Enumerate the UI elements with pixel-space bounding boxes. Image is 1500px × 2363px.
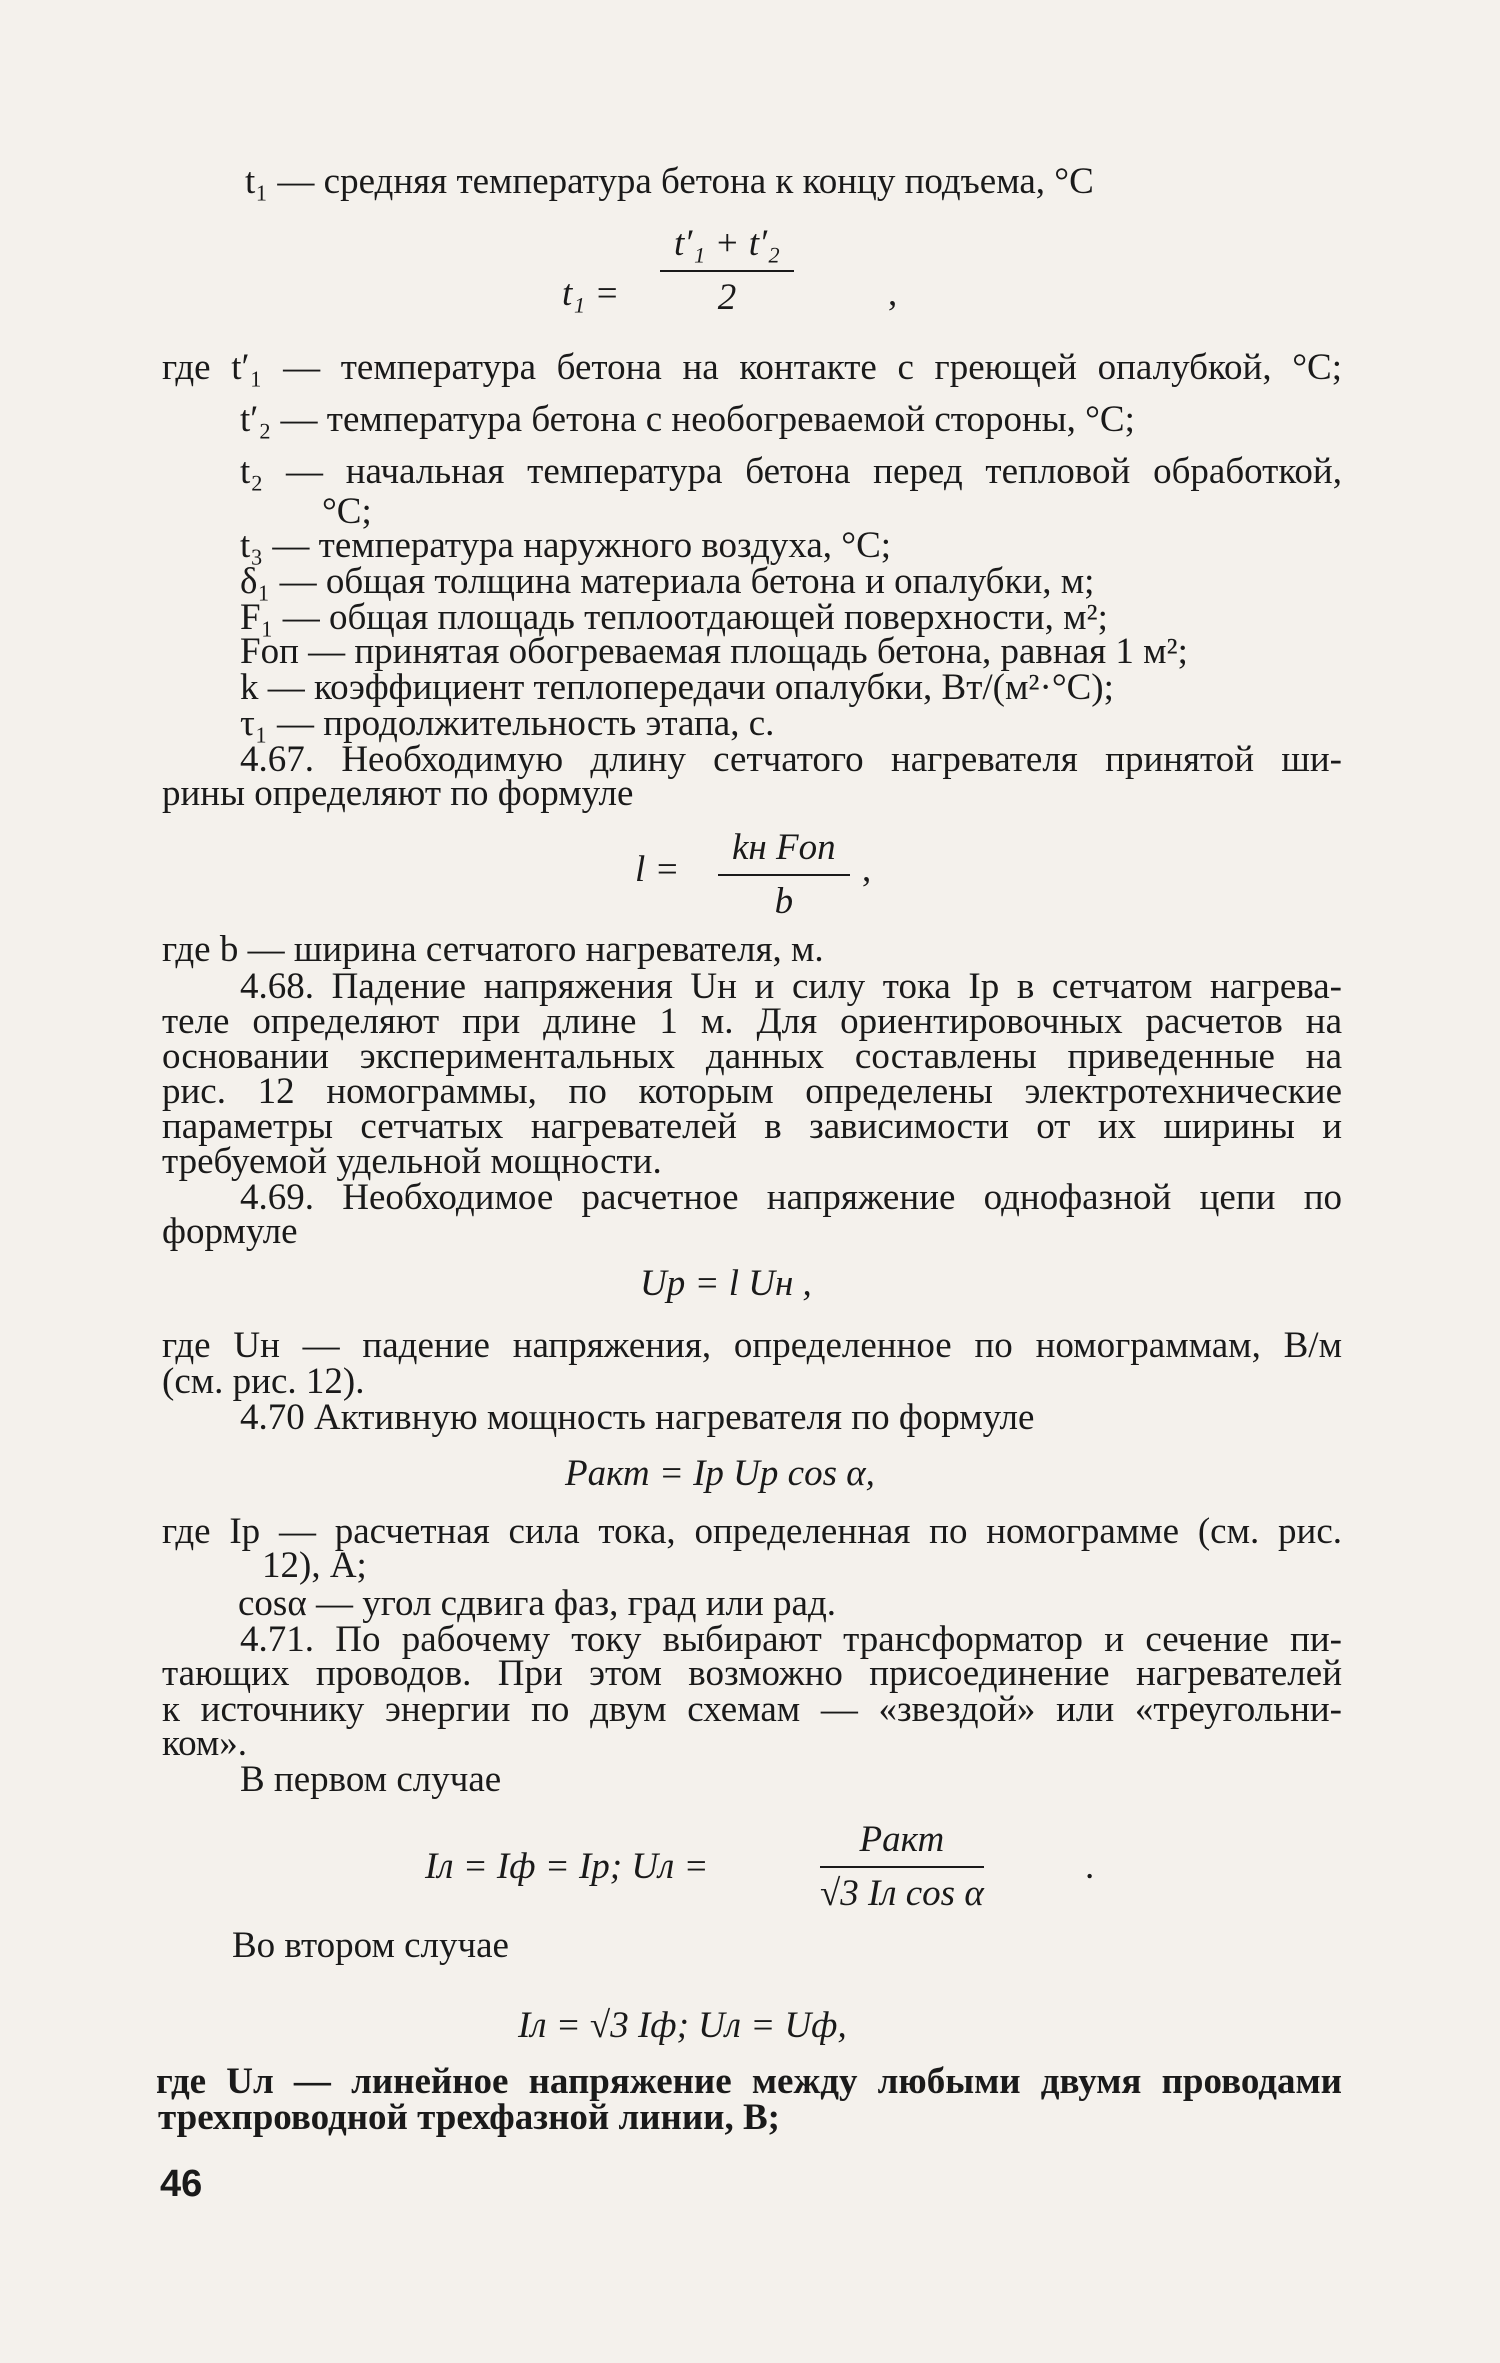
text-line: где Uл — линейное напряжение между любыми двумя проводами	[156, 2061, 1342, 2102]
formula-fraction	[820, 1818, 984, 1915]
text-line: Fоп — принятая обогреваемая площадь бетона, равная 1 м²;	[240, 631, 1188, 672]
text-line: где Uн — падение напряжения, определенное по номограммам, В/м	[162, 1325, 1342, 1366]
formula-denominator: 2	[717, 276, 737, 318]
text-line: 4.69. Необходимое расчетное напряжение однофазной цепи по	[240, 1177, 1342, 1218]
formula-fraction	[718, 826, 850, 923]
text-line: 12), А;	[262, 1545, 367, 1586]
text-line: τ₁ — продолжительность этапа, с.	[240, 703, 775, 744]
text-line: к источнику энергии по двум схемам — «звездой» или «треугольни-	[162, 1689, 1342, 1730]
text-line: k — коэффициент теплопередачи опалубки, Вт/(м²·°С);	[240, 667, 1114, 708]
text-line: 4.70 Активную мощность нагревателя по формуле	[240, 1397, 1035, 1438]
text-line: cosα — угол сдвига фаз, град или рад.	[238, 1583, 837, 1624]
formula-lhs: l =	[635, 849, 680, 890]
text-line: 4.68. Падение напряжения Uн и силу тока Iр в сетчатом нагрева-	[240, 966, 1342, 1007]
text-line: формуле	[162, 1211, 298, 1252]
text-line: где b — ширина сетчатого нагревателя, м.	[162, 929, 824, 970]
text-line: трехпроводной трехфазной линии, В;	[158, 2097, 780, 2138]
text-line: t₁ — средняя температура бетона к концу подъема, °С	[245, 161, 1094, 202]
formula-lhs: Iл = Iф = Iр; Uл =	[425, 1846, 709, 1887]
formula-numerator: t′₁ + t′₂	[660, 222, 794, 272]
text-line: основании экспериментальных данных составлены приведенные на	[162, 1036, 1342, 1077]
text-line: 4.71. По рабочему току выбирают трансформатор и сечение пи-	[240, 1619, 1342, 1660]
text-line: (см. рис. 12).	[162, 1361, 365, 1402]
text-line: В первом случае	[240, 1759, 502, 1800]
page-number: 46	[160, 2163, 203, 2205]
formula-punct: .	[1085, 1846, 1095, 1887]
formula-punct: ,	[888, 273, 898, 314]
formula-denominator: √3 Iл cos α	[820, 1872, 984, 1914]
text-line: рис. 12 номограммы, по которым определены электротехнические	[162, 1071, 1342, 1112]
text-line: Во втором случае	[232, 1925, 509, 1966]
text-line: тающих проводов. При этом возможно присоединение нагревателей	[162, 1653, 1342, 1694]
text-line: где Iр — расчетная сила тока, определенная по номограмме (см. рис.	[162, 1511, 1342, 1552]
formula-punct: ,	[862, 849, 872, 890]
text-line: где t′₁ — температура бетона на контакте с греющей опалубкой, °С;	[162, 347, 1342, 388]
text-line: требуемой удельной мощности.	[162, 1141, 662, 1182]
formula-numerator: kн Fоп	[718, 826, 850, 876]
text-line: рины определяют по формуле	[162, 773, 634, 814]
text-line: t₃ — температура наружного воздуха, °С;	[240, 525, 892, 566]
text-line: 4.67. Необходимую длину сетчатого нагревателя принятой ши-	[240, 739, 1342, 780]
text-line: параметры сетчатых нагревателей в зависимости от их ширины и	[162, 1106, 1342, 1147]
formula-fraction	[660, 222, 794, 319]
formula: Pакт = Iр Uр cos α,	[565, 1453, 875, 1494]
formula: Uр = l Uн ,	[640, 1263, 812, 1304]
text-line: ком».	[162, 1723, 248, 1764]
formula-lhs: t₁ =	[562, 273, 620, 314]
formula-numerator: Pакт	[820, 1818, 984, 1868]
text-line: F₁ — общая площадь теплоотдающей поверхности, м²;	[240, 597, 1108, 638]
text-line: t₂ — начальная температура бетона перед тепловой обработкой,	[240, 451, 1342, 492]
text-line: t′₂ — температура бетона с необогреваемой стороны, °С;	[240, 399, 1135, 440]
text-line: теле определяют при длине 1 м. Для ориентировочных расчетов на	[162, 1001, 1342, 1042]
formula-denominator: b	[774, 880, 794, 922]
formula: Iл = √3 Iф; Uл = Uф,	[518, 2005, 847, 2046]
text-line: °С;	[322, 491, 372, 532]
text-line: δ₁ — общая толщина материала бетона и опалубки, м;	[240, 561, 1095, 602]
